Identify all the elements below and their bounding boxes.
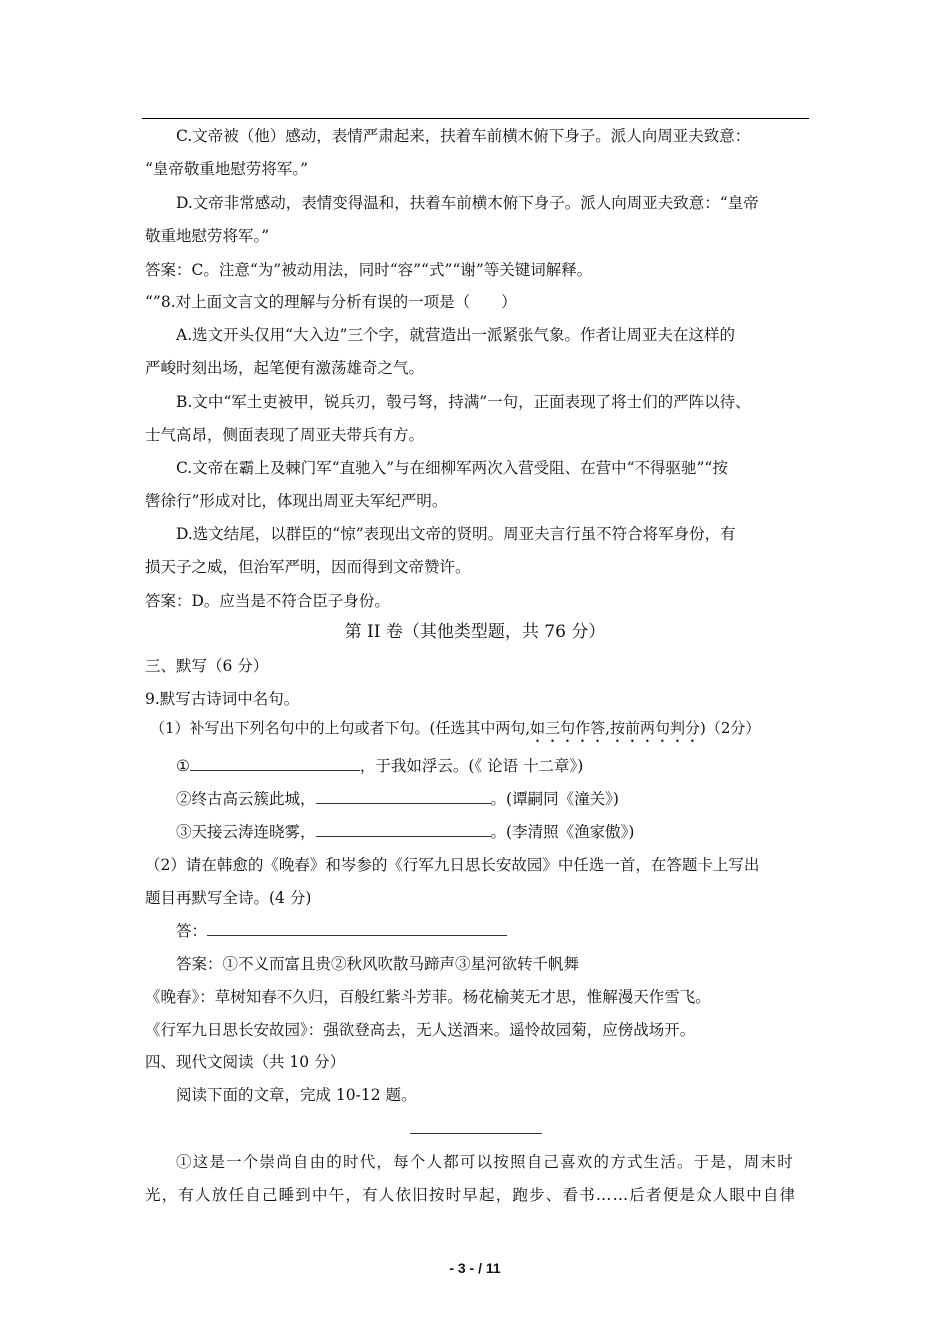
q8-option-d-line-2: 损天子之威，但治军严明，因而得到文帝赞许。 — [145, 558, 471, 576]
section-four-heading: 四、现代文阅读（共 10 分） — [145, 1053, 346, 1071]
q9-comma: , — [605, 719, 610, 737]
q8-option-a-line-1: A.选文开头仅用“大入边”三个字，就营造出一派紧张气象。作者让周亚夫在这样的 — [176, 326, 735, 344]
option-c-line-2: “皇帝敬重地慰劳将军。” — [145, 160, 309, 178]
option-d-line-1: D.文帝非常感动，表情变得温和，扶着车前横木俯下身子。派人向周亚夫致意：“皇帝 — [176, 194, 759, 212]
q8-option-b-line-2: 士气高昂，侧面表现了周亚夫带兵有方。 — [145, 426, 425, 444]
answer-blank-2[interactable] — [316, 789, 491, 804]
article-paragraph-1-line-2: 光，有人放任自己睡到中午，有人依旧按时早起，跑步、看书……后者便是众人眼中自律 — [145, 1186, 797, 1204]
blank1-suffix: ，于我如浮云。(《 论语 十二章》) — [359, 757, 584, 775]
article-paragraph-1-line-1: ①这是一个崇尚自由的时代，每个人都可以按照自己喜欢的方式生活。于是，周末时 — [176, 1153, 794, 1171]
q8-option-d-line-1: D.选文结尾，以群臣的“惊”表现出文帝的贤明。周亚夫言行虽不符合将军身份，有 — [176, 525, 736, 543]
option-d-line-2: 敬重地慰劳将军。” — [145, 227, 270, 245]
question-9: 9.默写古诗词中名句。 — [145, 690, 300, 708]
option-c-line-1: C.文帝被（他）感动，表情严肃起来，扶着车前横木俯下身子。派人向周亚夫致意： — [176, 127, 751, 145]
answer-9: 答案：①不义而富且贵②秋风吹散马蹄声③星河欲转千帆舞 — [176, 955, 580, 973]
answer-label: 答： — [176, 922, 208, 940]
fill-blank-1 — [176, 756, 583, 776]
q9-part1-text: （1）补写出下列名句中的上句或者下句。(任选其中两句, — [150, 719, 531, 737]
answer-blank-poem[interactable] — [207, 921, 507, 936]
q8-option-b-line-1: B.文中“军土吏被甲，锐兵刃，彀弓弩，持满”一句，正面表现了将士们的严阵以待、 — [176, 393, 751, 411]
poem-wanchun: 《晚春》：草树知春不久归，百般红紫斗芳菲。杨花榆荚无才思，惟解漫天作雪飞。 — [145, 988, 711, 1006]
answer-line — [176, 921, 507, 941]
fill-blank-2 — [176, 789, 619, 809]
blank3-suffix: 。(李清照《渔家傲》) — [490, 823, 635, 841]
q9-emphasis-2: 按前两句判分 — [609, 719, 700, 737]
blank3-prefix: ③天接云涛连晓雾， — [176, 823, 316, 841]
blank1-prefix: ① — [176, 757, 190, 775]
page-number: - 3 - / 11 — [449, 1260, 501, 1276]
section-three-heading: 三、默写（6 分） — [145, 657, 269, 675]
answer-8: 答案：D。应当是不符合臣子身份。 — [145, 592, 390, 610]
question-9-part-2-line-1: （2）请在韩愈的《晚春》和岑参的《行军九日思长安故园》中任选一首，在答题卡上写出 — [145, 856, 760, 874]
question-9-part-2-line-2: 题目再默写全诗。(4 分) — [145, 889, 312, 907]
answer-blank-3[interactable] — [316, 822, 491, 837]
article-title-blank — [410, 1133, 542, 1134]
header-rule — [142, 118, 809, 119]
section-title: 第 II 卷（其他类型题，共 76 分） — [344, 622, 606, 642]
poem-xingjun: 《行军九日思长安故园》：强欲登高去，无人送酒来。遥怜故园菊，应傍战场开。 — [145, 1021, 696, 1039]
blank2-prefix: ②终古高云簇此城， — [176, 790, 316, 808]
question-9-part-1 — [150, 718, 760, 746]
question-8: “”8.对上面文言文的理解与分析有误的一项是（ ） — [145, 293, 517, 311]
q8-option-c-line-2: 辔徐行”形成对比，体现出周亚夫军纪严明。 — [145, 492, 448, 510]
reading-instruction: 阅读下面的文章，完成 10-12 题。 — [176, 1086, 417, 1104]
fill-blank-3 — [176, 822, 634, 842]
q8-option-c-line-1: C.文帝在霸上及棘门军“直驰入”与在细柳军两次入营受阻、在营中“不得驱驰”“按 — [176, 459, 728, 477]
q9-emphasis-1: 如三句作答 — [530, 719, 606, 737]
blank2-suffix: 。(谭嗣同《潼关》) — [490, 790, 619, 808]
answer-blank-1[interactable] — [190, 756, 360, 771]
answer-7: 答案：C。注意“为”被动用法，同时“容”“式”“谢”等关键词解释。 — [145, 261, 593, 279]
q9-score: )（2分） — [699, 719, 761, 737]
q8-option-a-line-2: 严峻时刻出场，起笔便有激荡雄奇之气。 — [145, 359, 425, 377]
